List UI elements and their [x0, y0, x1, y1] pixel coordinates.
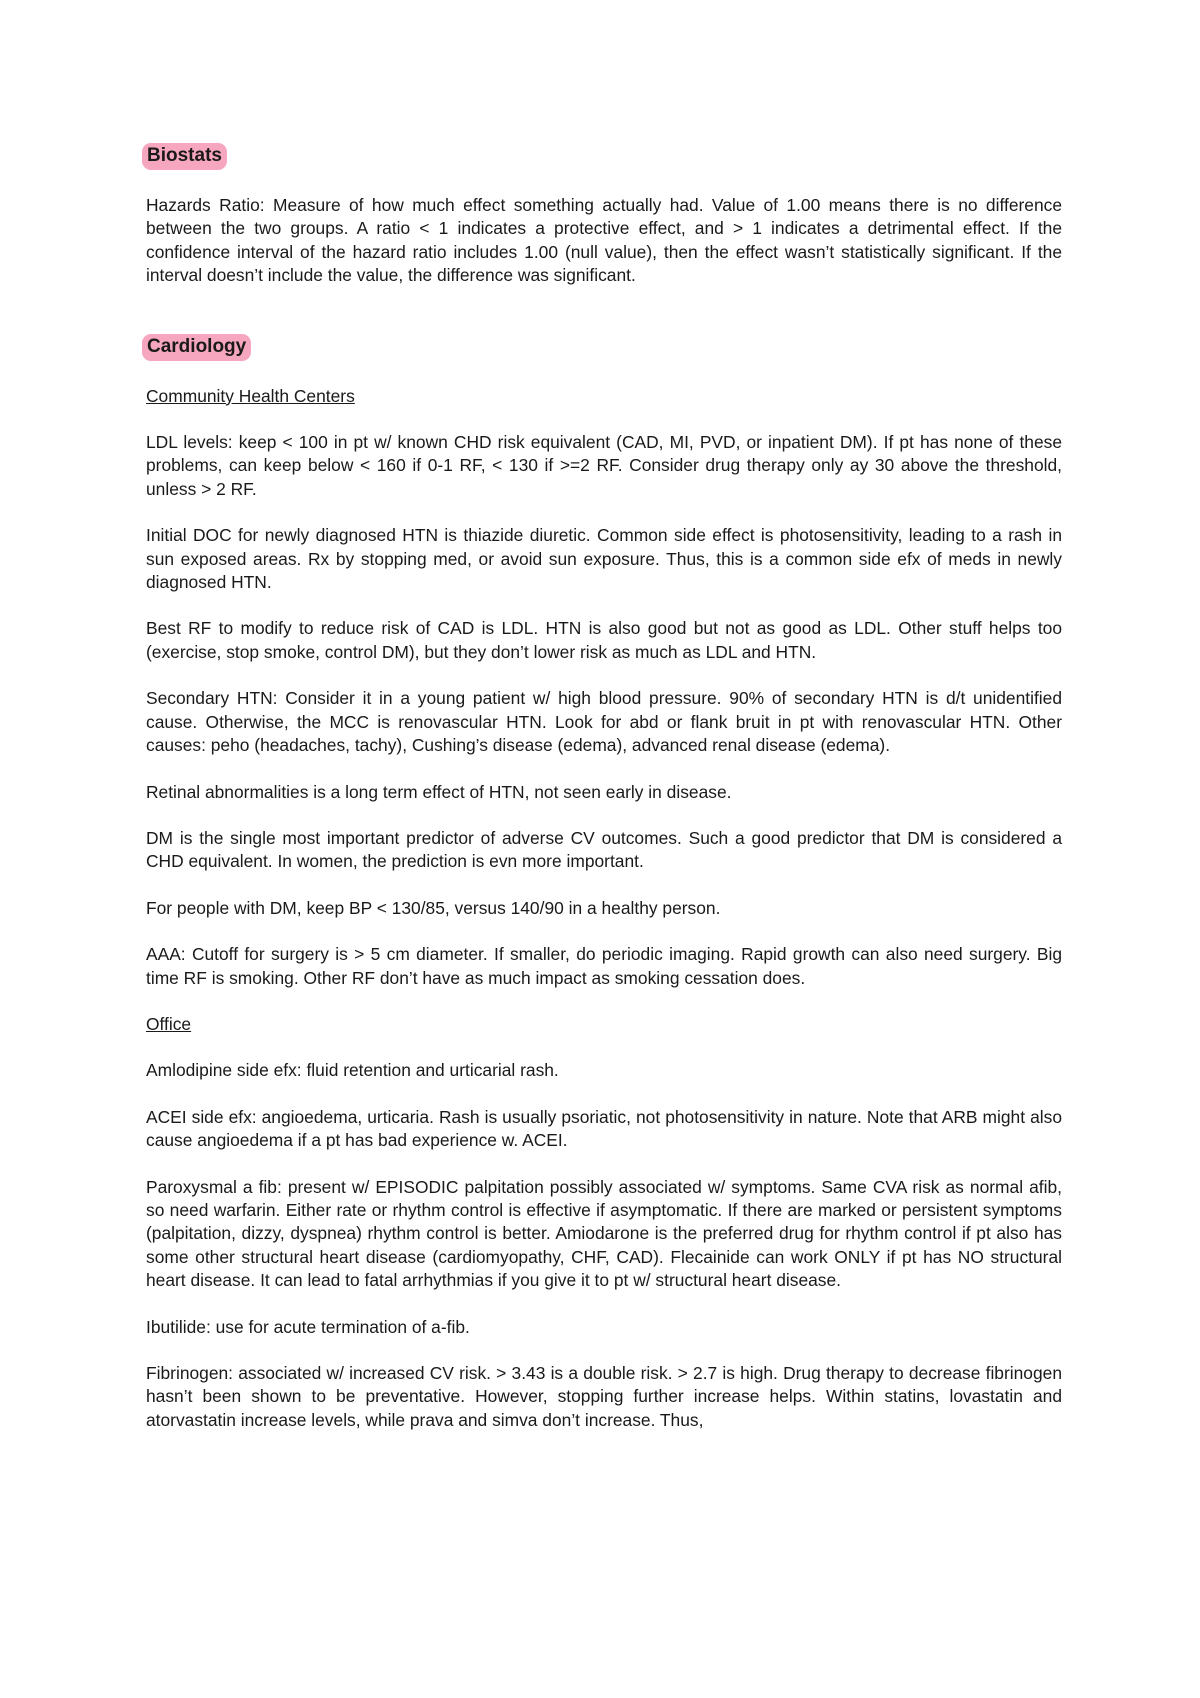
paragraph-fibrinogen: Fibrinogen: associated w/ increased CV risk. > 3.43 is a double risk. > 2.7 is high. Drug therapy to decrease fibrinogen hasn’t been shown to be preventative. However, stopping further increase helps. Within statins, lovastatin and atorvastatin increase levels, while prava and simva don’t increase. Thus,	[146, 1363, 1062, 1430]
paragraph-best-rf: Best RF to modify to reduce risk of CAD is LDL. HTN is also good but not as good as LDL. Other stuff helps too (exercise, stop smoke, control DM), but they don’t lower risk as much as LDL and HTN.	[146, 618, 1062, 662]
document-page	[146, 143, 1062, 1432]
paragraph-hazards-ratio: Hazards Ratio: Measure of how much effect something actually had. Value of 1.00 means there is no difference between the two groups. A ratio < 1 indicates a protective effect, and > 1 indicates a detrimental effect. If the confidence interval of the hazard ratio includes 1.00 (null value), then the effect wasn’t statistically significant. If the interval doesn’t include the value, the difference was significant.	[146, 195, 1062, 286]
section-cardiology	[146, 334, 1062, 1433]
section-heading-biostats: Biostats	[142, 143, 227, 170]
subheading-community-health-centers: Community Health Centers	[146, 385, 355, 406]
paragraph-secondary-htn: Secondary HTN: Consider it in a young patient w/ high blood pressure. 90% of secondary HTN is d/t unidentified cause. Otherwise, the MCC is renovascular HTN. Look for abd or flank bruit in pt with renovascular HTN. Other causes: peho (headaches, tachy), Cushing’s disease (edema), advanced renal disease (edema).	[146, 688, 1062, 756]
section-biostats	[146, 143, 1062, 288]
paragraph-retinal: Retinal abnormalities is a long term effect of HTN, not seen early in disease.	[146, 781, 732, 802]
paragraph-dm-bp: For people with DM, keep BP < 130/85, versus 140/90 in a healthy person.	[146, 897, 721, 918]
paragraph-aaa: AAA: Cutoff for surgery is > 5 cm diameter. If smaller, do periodic imaging. Rapid growth can also need surgery. Big time RF is smoking. Other RF don’t have as much impact as smoking cessation does.	[146, 944, 1062, 988]
section-heading-cardiology: Cardiology	[142, 334, 251, 361]
paragraph-ibutilide: Ibutilide: use for acute termination of a-fib.	[146, 1316, 470, 1337]
paragraph-initial-doc-htn: Initial DOC for newly diagnosed HTN is thiazide diuretic. Common side effect is photosensitivity, leading to a rash in sun exposed areas. Rx by stopping med, or avoid sun exposure. Thus, this is a common side efx of meds in newly diagnosed HTN.	[146, 525, 1062, 593]
paragraph-amlodipine: Amlodipine side efx: fluid retention and urticarial rash.	[146, 1060, 559, 1081]
paragraph-dm-predictor: DM is the single most important predictor of adverse CV outcomes. Such a good predictor that DM is considered a CHD equivalent. In women, the prediction is evn more important.	[146, 827, 1062, 872]
paragraph-paroxysmal-afib: Paroxysmal a fib: present w/ EPISODIC palpitation possibly associated w/ symptoms. Same CVA risk as normal afib, so need warfarin. Either rate or rhythm control is effective if asymptomatic. If there are marked or persistent symptoms (palpitation, dizzy, dyspnea) rhythm control is better. Amiodarone is the preferred drug for rhythm control if pt also has some other structural heart disease (cardiomyopathy, CHF, CAD). Flecainide can work ONLY if pt has NO structural heart disease. It can lead to fatal arrhythmias if you give it to pt w/ structural heart disease.	[146, 1176, 1062, 1291]
subheading-office: Office	[146, 1013, 192, 1034]
paragraph-ldl-levels: LDL levels: keep < 100 in pt w/ known CHD risk equivalent (CAD, MI, PVD, or inpatient DM). If pt has none of these problems, can keep below < 160 if 0-1 RF, < 130 if >=2 RF. Consider drug therapy only ay 30 above the threshold, unless > 2 RF.	[146, 432, 1062, 499]
paragraph-acei: ACEI side efx: angioedema, urticaria. Rash is usually psoriatic, not photosensitivity in nature. Note that ARB might also cause angioedema if a pt has bad experience w. ACEI.	[146, 1106, 1062, 1151]
